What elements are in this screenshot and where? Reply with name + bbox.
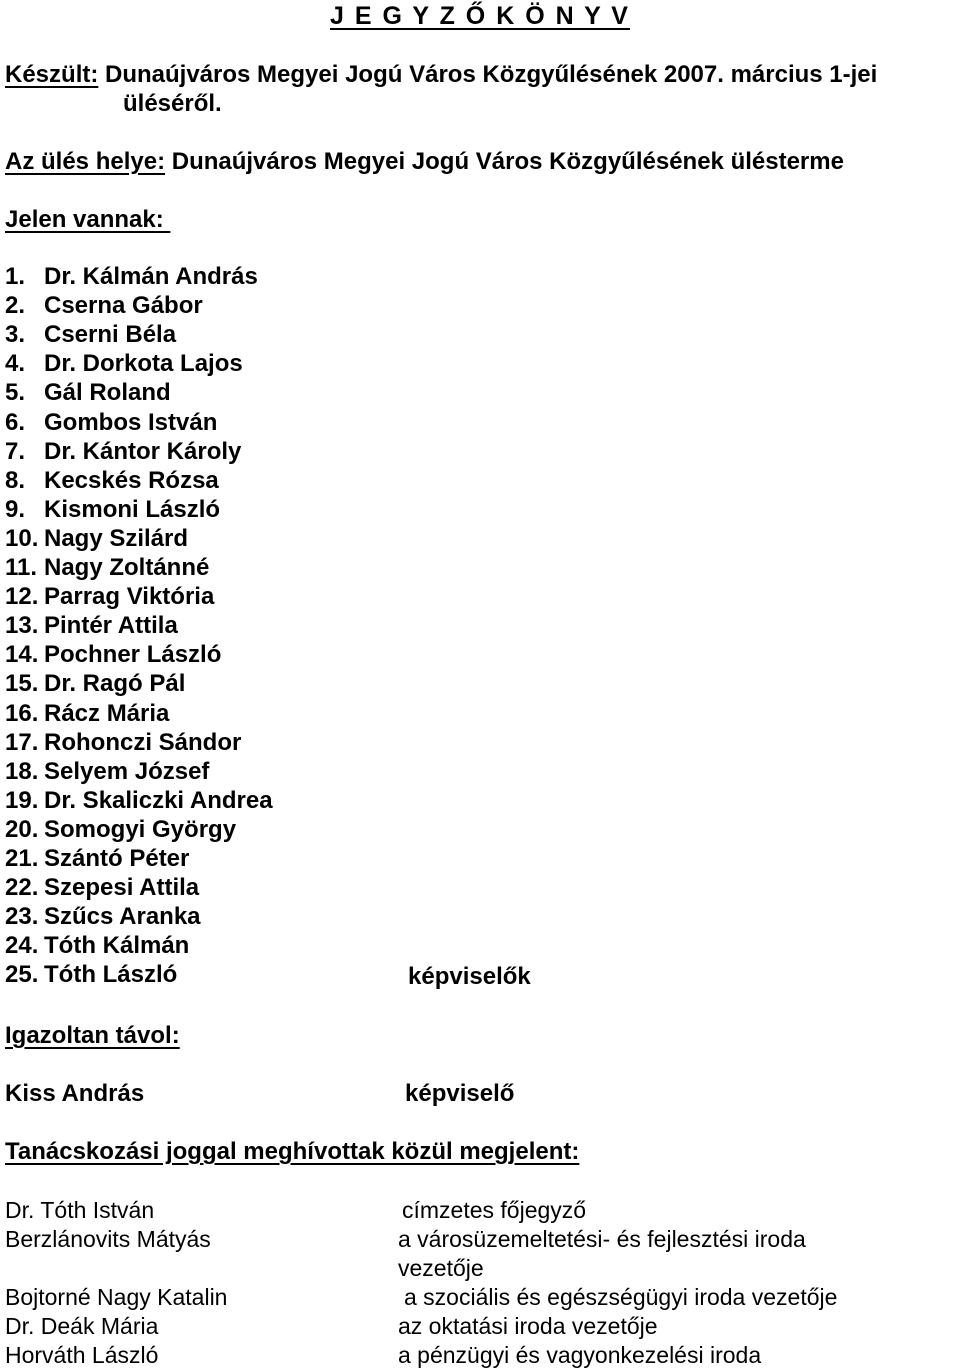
tavol-role: képviselő — [405, 1080, 515, 1107]
guest-role: címzetes főjegyző — [402, 1197, 587, 1223]
member-item — [0, 931, 700, 960]
member-item — [0, 466, 700, 495]
member-number: 18. — [5, 757, 39, 785]
member-number: 7. — [5, 437, 26, 465]
guest-name: Dr. Tóth István — [5, 1197, 155, 1223]
tanacskozasi-label: Tanácskozási joggal meghívottak közül megjelent: — [5, 1138, 580, 1165]
member-item — [0, 669, 700, 698]
member-name: Nagy Zoltánné — [44, 554, 210, 581]
member-number: 19. — [5, 786, 39, 814]
member-number: 23. — [5, 903, 39, 931]
guest-name: Horváth László — [5, 1342, 159, 1368]
member-item — [0, 524, 700, 553]
guest-role-cont: vezetője — [398, 1255, 484, 1281]
member-number: 3. — [5, 321, 26, 349]
guest-role: a városüzemeltetési- és fejlesztési iroda — [398, 1226, 806, 1252]
member-item — [0, 262, 700, 291]
member-item — [0, 699, 700, 728]
member-number: 15. — [5, 670, 39, 698]
member-item — [0, 378, 700, 407]
guest-name: Bojtorné Nagy Katalin — [5, 1284, 228, 1310]
member-name: Selyem József — [44, 757, 210, 785]
member-list — [0, 262, 700, 992]
member-name: Szántó Péter — [44, 845, 190, 872]
member-number: 14. — [5, 641, 39, 669]
member-item — [0, 728, 700, 757]
hely-line — [5, 147, 844, 176]
member-number: 17. — [5, 728, 39, 756]
member-item — [0, 844, 700, 873]
member-name: Tóth Kálmán — [44, 932, 190, 960]
hely-text: Dunaújváros Megyei Jogú Város Közgyűlésének ülésterme — [165, 148, 844, 175]
member-name: Dr. Kántor Károly — [44, 437, 242, 465]
document-title: J E G Y Z Ő K Ö N Y V — [330, 2, 630, 30]
keszult-text: Dunaújváros Megyei Jogú Város Közgyűlésének 2007. március 1-jei — [105, 61, 878, 88]
member-item — [0, 902, 700, 931]
member-number: 16. — [5, 699, 39, 727]
member-item — [0, 349, 700, 378]
member-number: 22. — [5, 874, 39, 902]
member-number: 10. — [5, 524, 39, 552]
member-item — [0, 611, 700, 640]
member-item — [0, 815, 700, 844]
member-name: Szűcs Aranka — [44, 903, 201, 931]
member-item — [0, 786, 700, 815]
member-name: Dr. Skaliczki Andrea — [44, 786, 273, 814]
guest-name: Berzlánovits Mátyás — [5, 1226, 211, 1252]
member-number: 2. — [5, 292, 26, 320]
guest-name: Dr. Deák Mária — [5, 1313, 159, 1339]
guest-role: a pénzügyi és vagyonkezelési iroda — [398, 1342, 762, 1368]
member-name: Pochner László — [44, 641, 222, 669]
member-item — [0, 582, 700, 611]
member-number: 24. — [5, 932, 39, 960]
member-item — [0, 960, 700, 989]
member-name: Tóth László — [44, 961, 178, 989]
members-role: képviselők — [408, 963, 531, 990]
member-number: 8. — [5, 466, 26, 494]
member-number: 6. — [5, 408, 26, 436]
hely-label: Az ülés helye: — [5, 148, 166, 175]
member-number: 13. — [5, 612, 39, 640]
member-number: 21. — [5, 845, 39, 872]
member-number: 5. — [5, 379, 26, 407]
member-name: Cserna Gábor — [44, 292, 203, 320]
member-number: 11. — [5, 554, 38, 581]
member-number: 12. — [5, 583, 39, 611]
member-item — [0, 495, 700, 524]
member-name: Szepesi Attila — [44, 874, 200, 902]
member-name: Kismoni László — [44, 495, 221, 523]
keszult-text-cont: üléséről. — [123, 90, 222, 117]
tavol-label: Igazoltan távol: — [5, 1022, 180, 1049]
member-name: Nagy Szilárd — [44, 524, 189, 552]
member-name: Dr. Ragó Pál — [44, 670, 186, 698]
member-name: Cserni Béla — [44, 321, 177, 349]
tavol-name: Kiss András — [5, 1080, 145, 1107]
jelen-label: Jelen vannak: — [5, 206, 171, 233]
member-number: 4. — [5, 350, 26, 378]
member-item — [0, 291, 700, 320]
member-name: Rácz Mária — [44, 699, 170, 727]
guest-role: az oktatási iroda vezetője — [398, 1313, 658, 1339]
member-number: 1. — [5, 263, 26, 290]
member-number: 25. — [5, 961, 39, 989]
member-item — [0, 408, 700, 437]
member-item — [0, 320, 700, 349]
member-item — [0, 757, 700, 786]
member-name: Somogyi György — [44, 815, 237, 843]
member-name: Parrag Viktória — [44, 583, 215, 611]
member-name: Kecskés Rózsa — [44, 466, 219, 494]
member-name: Dr. Kálmán András — [44, 263, 258, 290]
member-item — [0, 640, 700, 669]
member-number: 20. — [5, 815, 39, 843]
member-item — [0, 437, 700, 466]
member-name: Gombos István — [44, 408, 218, 436]
member-item — [0, 873, 700, 902]
member-item — [0, 553, 700, 582]
member-name: Rohonczi Sándor — [44, 728, 242, 756]
member-name: Gál Roland — [44, 379, 171, 407]
guest-role: a szociális és egészségügyi iroda vezetője — [404, 1284, 838, 1310]
member-name: Dr. Dorkota Lajos — [44, 350, 243, 378]
keszult-line — [5, 60, 877, 89]
member-number: 9. — [5, 495, 26, 523]
keszult-label: Készült: — [5, 61, 99, 88]
member-name: Pintér Attila — [44, 612, 178, 640]
